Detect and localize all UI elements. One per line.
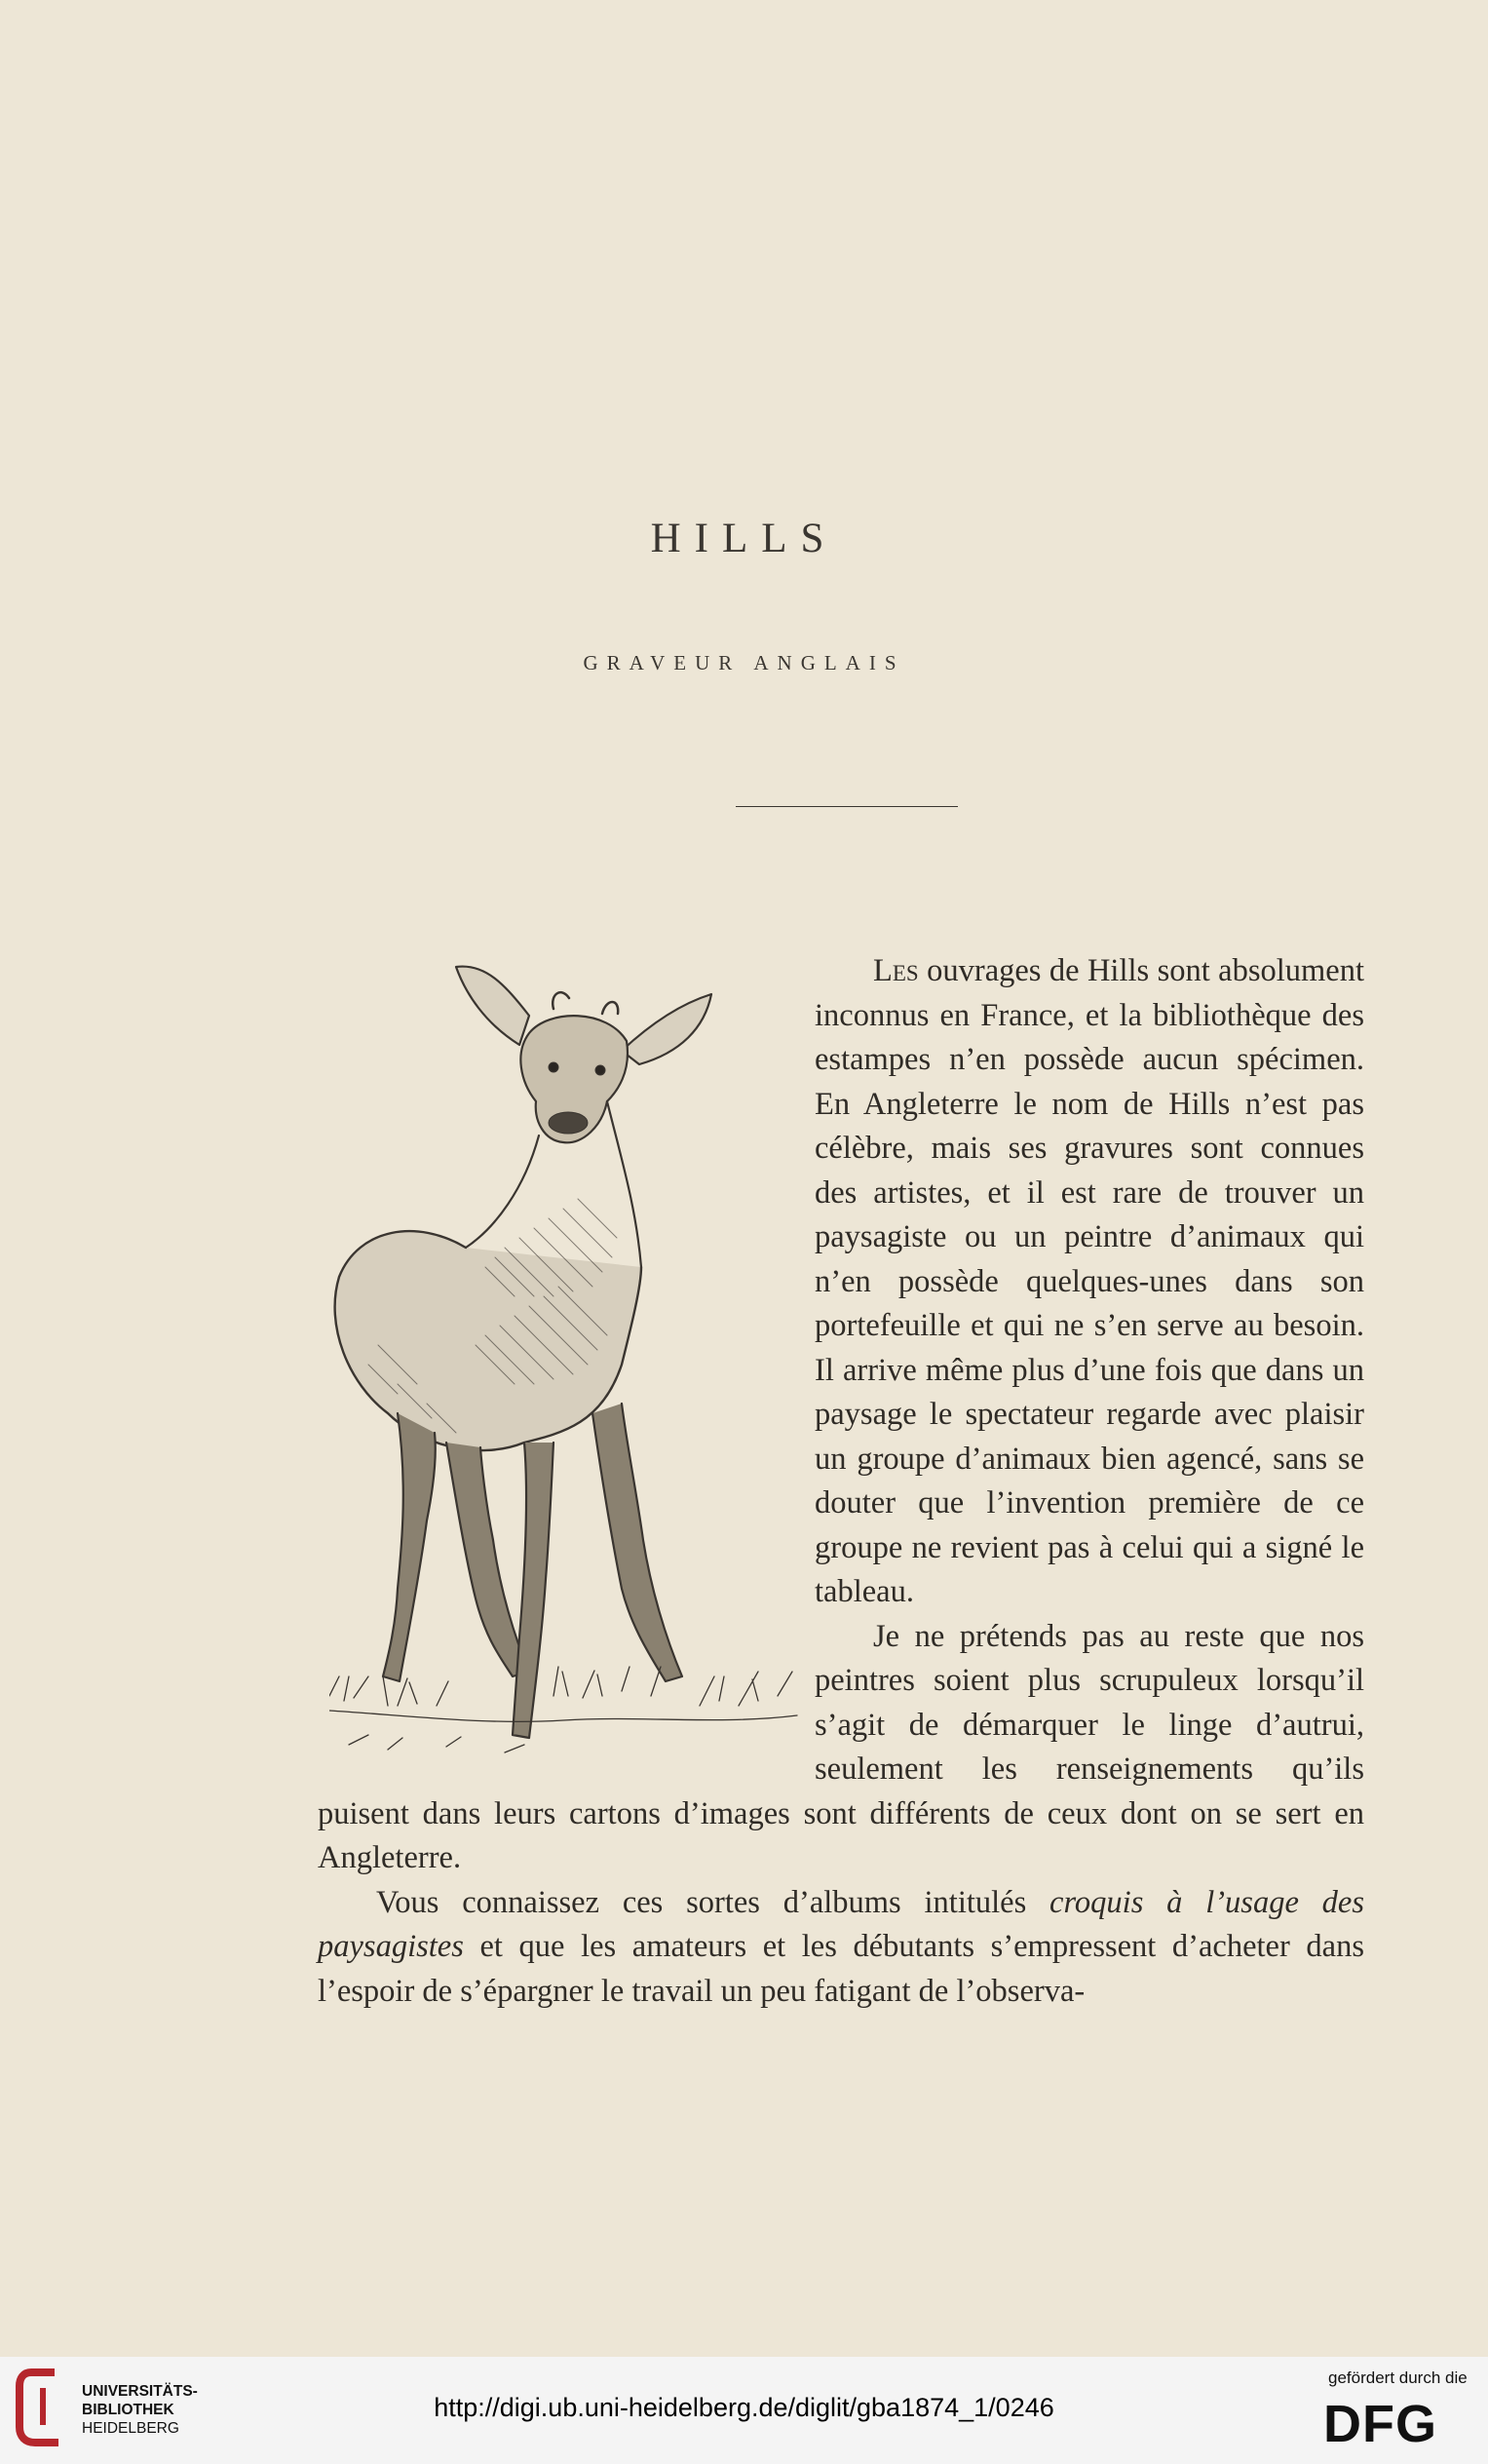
dfg-logo[interactable]: DFG bbox=[1323, 2395, 1437, 2453]
illustration-wrap-space bbox=[318, 949, 815, 1780]
album-title: croquis à l’usage des paysagistes bbox=[318, 1884, 1365, 1964]
paragraph-3 bbox=[318, 1881, 1364, 2015]
library-line-2: BIBLIOTHEK bbox=[82, 2402, 174, 2418]
lead-word: Les bbox=[873, 953, 919, 988]
page-title: HILLS bbox=[650, 516, 838, 561]
funding-label: gefördert durch die bbox=[1328, 2368, 1468, 2387]
paragraph-2: Je ne prétends pas au reste que nos peintres soient plus scrupuleux lorsqu’il s’agit de démarquer le linge d’autrui, seulement les renseignements qu’ils puisent dans leurs cartons d’images sont différents de ceux dont on se sert en Angleterre. bbox=[318, 1618, 1364, 1875]
library-line-3: HEIDELBERG bbox=[82, 2420, 179, 2437]
paragraph-3-text-a: Vous connaissez ces sortes d’albums intitulés bbox=[376, 1884, 1050, 1920]
paragraph-1-text: ouvrages de Hills sont absolument inconnus en France, et la bibliothèque des estampes n’en possède aucun spécimen. En Angleterre le nom de Hills n’est pas célèbre, mais ses gravures sont connues des artistes, et il est rare de trouver un paysagiste ou un peintre d’animaux qui n’en possède quelques-unes dans son portefeuille et qui ne s’en serve au besoin. Il arrive même plus d’une fois que dans un paysage le spectateur regarde avec plaisir un groupe d’animaux bien agencé, sans se douter que l’invention première de ce groupe ne revient pas à celui qui a signé le tableau. bbox=[815, 953, 1364, 1609]
article-body bbox=[318, 949, 1364, 2014]
permalink-url[interactable]: http://digi.ub.uni-heidelberg.de/diglit/gba1874_1/0246 bbox=[434, 2393, 1054, 2422]
title-divider bbox=[736, 806, 958, 807]
paragraph-3-text-b: et que les amateurs et les débutants s’empressent d’acheter dans l’espoir de s’épargner le travail un peu fatigant de l’observa- bbox=[318, 1929, 1364, 2009]
page-subtitle: GRAVEUR ANGLAIS bbox=[583, 651, 905, 674]
library-line-1: UNIVERSITÄTS- bbox=[82, 2383, 198, 2400]
